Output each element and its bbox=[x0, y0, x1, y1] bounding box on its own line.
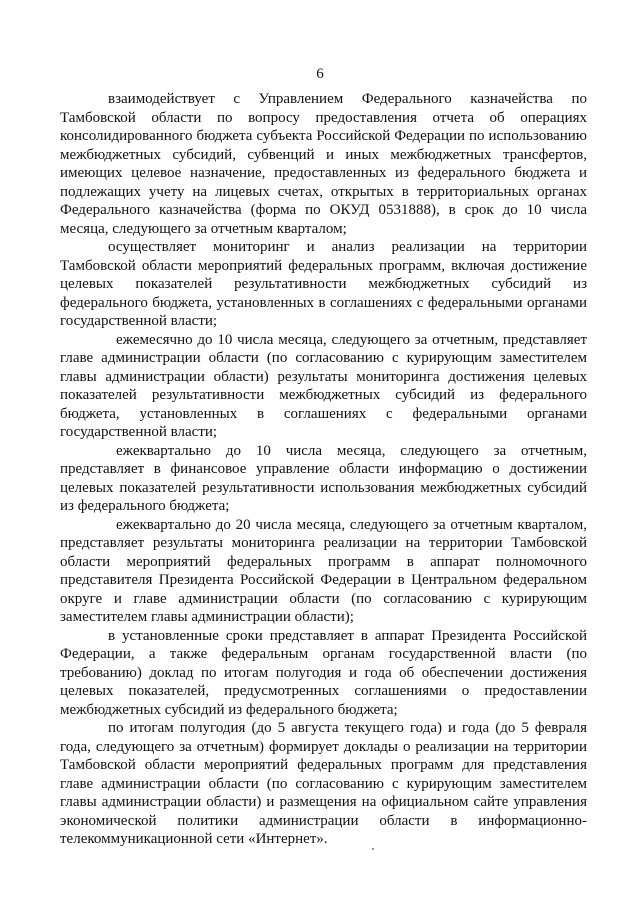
paragraph-presidential-report: в установленные сроки представляет в аппарат Президента Российской Федерации, а также федеральным органам государственной власти (по требованию) доклад по итогам полугодия и года об обеспечении достижения целевых показателей, предусмотренных соглашениями о предоставлении межбюджетных субсидий из федерального бюджета; bbox=[60, 627, 587, 718]
paragraph-quarterly-monitoring-results: ежеквартально до 20 числа месяца, следующего за отчетным кварталом, представляет результаты мониторинга реализации на территории Тамбовской области мероприятий федеральных программ в аппарат полномочного представителя Президента Российской Федерации в Центральном федеральном округе и главе администрации области (по согласованию с курирующим заместителем главы администрации области); bbox=[60, 516, 587, 625]
paragraph-monthly-report: ежемесячно до 10 числа месяца, следующего за отчетным, представляет главе администрации области (по согласованию с курирующим заместителем главы администрации области) результаты мониторинга достижения целевых показателей результативности межбюджетных субсидий из федерального бюджета, установленных в соглашениях с федеральными органами государственной власти; bbox=[60, 331, 587, 440]
scan-speck bbox=[372, 848, 374, 850]
paragraph-semiannual-annual-reports: по итогам полугодия (до 5 августа текущего года) и года (до 5 февраля года, следующего за отчетным) формирует доклады о реализации на территории Тамбовской области мероприятий федеральных программ для представления главе администрации области (по согласованию с курирующим заместителем главы администрации области) и размещения на официальном сайте управления экономической политики администрации области в информационно-телекоммуникационной сети «Интернет». bbox=[60, 720, 587, 847]
page-number: 6 bbox=[316, 66, 324, 82]
paragraph-monitoring-analysis: осуществляет мониторинг и анализ реализации на территории Тамбовской области мероприятий федеральных программ, включая достижение целевых показателей результативности межбюджетных субсидий из федерального бюджета, установленных в соглашениях с федеральными органами государственной власти; bbox=[60, 239, 587, 329]
document-body bbox=[60, 90, 587, 849]
paragraph-quarterly-finance-info: ежеквартально до 10 числа месяца, следующего за отчетным, представляет в финансовое управление области информацию о достижении целевых показателей результативности использования межбюджетных субсидий из федерального бюджета; bbox=[60, 442, 587, 514]
paragraph-treasury-interaction: взаимодействует с Управлением Федерального казначейства по Тамбовской области по вопросу предоставления отчета об операциях консолидированного бюджета субъекта Российской Федерации по использованию межбюджетных субсидий, субвенций и иных межбюджетных трансфертов, имеющих целевое назначение, предоставленных из федерального бюджета и подлежащих учету на лицевых счетах, открытых в территориальных органах Федерального казначейства (форма по ОКУД 0531888), в срок до 10 числа месяца, следующего за отчетным кварталом; bbox=[60, 91, 587, 237]
